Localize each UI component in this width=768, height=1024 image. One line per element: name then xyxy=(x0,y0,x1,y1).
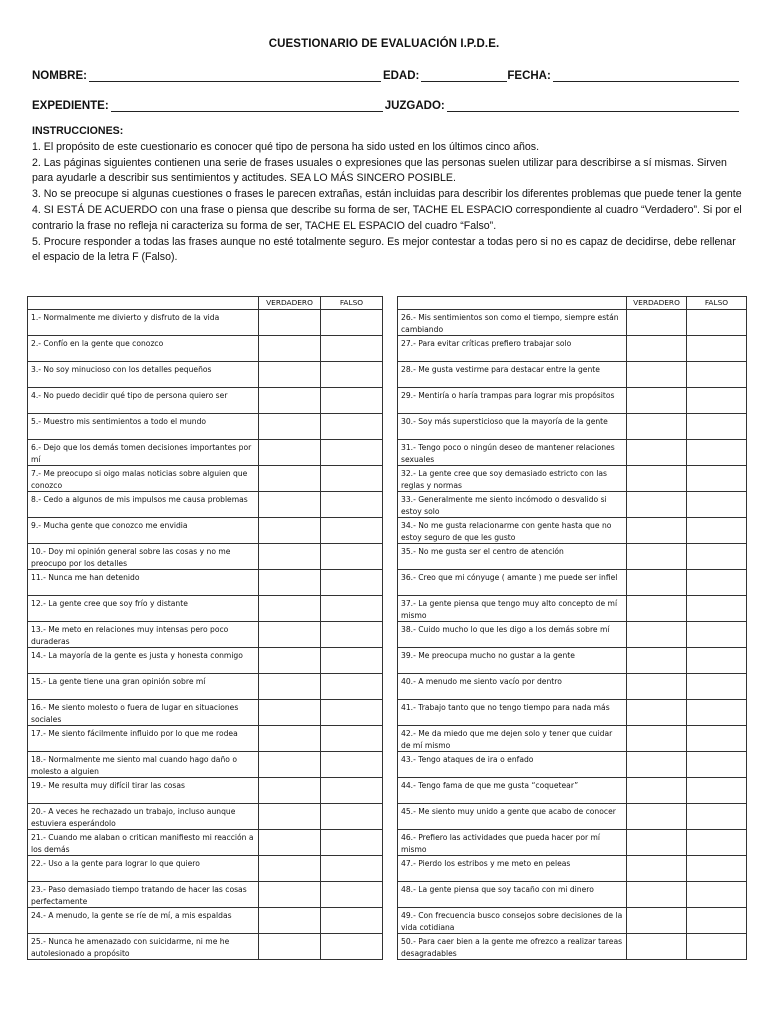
name-age-date-line xyxy=(32,64,744,82)
verdadero-answer-cell[interactable] xyxy=(259,336,321,362)
falso-answer-cell[interactable] xyxy=(321,336,383,362)
question-text: 29.- Mentiría o haría trampas para lograr mis propósitos xyxy=(398,388,627,414)
falso-answer-cell[interactable] xyxy=(687,830,747,856)
verdadero-answer-cell[interactable] xyxy=(627,544,687,570)
question-text: 46.- Prefiero las actividades que pueda hacer por mí mismo xyxy=(398,830,627,856)
question-text: 48.- La gente piensa que soy tacaño con mi dinero xyxy=(398,882,627,908)
falso-answer-cell[interactable] xyxy=(321,518,383,544)
question-row xyxy=(398,648,747,674)
verdadero-answer-cell[interactable] xyxy=(627,622,687,648)
question-row xyxy=(28,440,383,466)
question-text: 34.- No me gusta relacionarme con gente hasta que no estoy seguro de que les gusto xyxy=(398,518,627,544)
question-text: 45.- Me siento muy unido a gente que acabo de conocer xyxy=(398,804,627,830)
question-text: 2.- Confío en la gente que conozco xyxy=(28,336,259,362)
question-text: 36.- Creo que mi cónyuge ( amante ) me puede ser infiel xyxy=(398,570,627,596)
falso-answer-cell[interactable] xyxy=(321,466,383,492)
falso-answer-cell[interactable] xyxy=(687,362,747,388)
falso-answer-cell[interactable] xyxy=(321,570,383,596)
verdadero-answer-cell[interactable] xyxy=(627,596,687,622)
verdadero-answer-cell[interactable] xyxy=(259,518,321,544)
verdadero-answer-cell[interactable] xyxy=(627,518,687,544)
question-text: 30.- Soy más supersticioso que la mayoría de la gente xyxy=(398,414,627,440)
instruction-2: 2. Las páginas siguientes contienen una serie de frases usuales o expresiones que las personas suelen utilizar para describirse a sí mismas. Sirven para ayudarle a describir sus sentimientos y actitudes. SEA LO MÁS SINCERO POSIBLE. xyxy=(32,156,727,185)
falso-answer-cell[interactable] xyxy=(687,778,747,804)
verdadero-answer-cell[interactable] xyxy=(259,596,321,622)
falso-answer-cell[interactable] xyxy=(321,492,383,518)
question-text: 4.- No puedo decidir qué tipo de persona quiero ser xyxy=(28,388,259,414)
falso-answer-cell[interactable] xyxy=(321,310,383,336)
question-row xyxy=(28,622,383,648)
instructions xyxy=(32,124,746,266)
expediente-label: EXPEDIENTE: xyxy=(32,100,109,112)
verdadero-answer-cell[interactable] xyxy=(627,804,687,830)
question-row xyxy=(398,804,747,830)
question-row xyxy=(28,752,383,778)
question-row xyxy=(398,830,747,856)
verdadero-answer-cell[interactable] xyxy=(627,388,687,414)
question-text: 3.- No soy minucioso con los detalles pequeños xyxy=(28,362,259,388)
falso-answer-cell[interactable] xyxy=(321,674,383,700)
question-text: 9.- Mucha gente que conozco me envidia xyxy=(28,518,259,544)
verdadero-answer-cell[interactable] xyxy=(627,570,687,596)
question-text: 41.- Trabajo tanto que no tengo tiempo para nada más xyxy=(398,700,627,726)
falso-answer-cell[interactable] xyxy=(687,856,747,882)
question-row xyxy=(28,882,383,908)
question-row xyxy=(398,570,747,596)
question-text: 7.- Me preocupo si oigo malas noticias sobre alguien que conozco xyxy=(28,466,259,492)
falso-answer-cell[interactable] xyxy=(321,856,383,882)
question-row xyxy=(398,882,747,908)
question-text: 25.- Nunca he amenazado con suicidarme, ni me he autolesionado a propósito xyxy=(28,934,259,960)
question-text: 24.- A menudo, la gente se ríe de mí, a mis espaldas xyxy=(28,908,259,934)
verdadero-answer-cell[interactable] xyxy=(259,752,321,778)
question-row xyxy=(398,492,747,518)
falso-answer-cell[interactable] xyxy=(687,622,747,648)
falso-answer-cell[interactable] xyxy=(321,362,383,388)
question-text: 23.- Paso demasiado tiempo tratando de hacer las cosas perfectamente xyxy=(28,882,259,908)
verdadero-answer-cell[interactable] xyxy=(259,700,321,726)
question-row xyxy=(28,674,383,700)
instruction-5: 5. Procure responder a todas las frases aunque no esté totalmente seguro. Es mejor contestar a todas pero si no es capaz de decidirse, debe rellenar el espacio de la letra F (Falso). xyxy=(32,235,736,264)
falso-answer-cell[interactable] xyxy=(321,726,383,752)
verdadero-answer-cell[interactable] xyxy=(627,752,687,778)
question-row xyxy=(398,674,747,700)
verdadero-answer-cell[interactable] xyxy=(627,674,687,700)
verdadero-answer-cell[interactable] xyxy=(627,362,687,388)
verdadero-answer-cell[interactable] xyxy=(627,726,687,752)
question-text: 1.- Normalmente me divierto y disfruto de la vida xyxy=(28,310,259,336)
question-text: 8.- Cedo a algunos de mis impulsos me causa problemas xyxy=(28,492,259,518)
falso-answer-cell[interactable] xyxy=(321,882,383,908)
question-row xyxy=(28,596,383,622)
question-header-blank xyxy=(398,297,627,310)
question-text: 50.- Para caer bien a la gente me ofrezco a realizar tareas desagradables xyxy=(398,934,627,960)
question-row xyxy=(28,388,383,414)
question-text: 10.- Doy mi opinión general sobre las cosas y no me preocupo por los detalles xyxy=(28,544,259,570)
nombre-field[interactable] xyxy=(89,67,381,82)
verdadero-answer-cell[interactable] xyxy=(259,570,321,596)
expediente-juzgado-line xyxy=(32,94,744,112)
falso-answer-cell[interactable] xyxy=(687,674,747,700)
falso-answer-cell[interactable] xyxy=(687,726,747,752)
question-row xyxy=(398,362,747,388)
question-row xyxy=(28,336,383,362)
falso-answer-cell[interactable] xyxy=(687,440,747,466)
falso-answer-cell[interactable] xyxy=(321,700,383,726)
falso-answer-cell[interactable] xyxy=(687,648,747,674)
questions-table-right xyxy=(397,296,747,960)
question-row xyxy=(398,414,747,440)
falso-answer-cell[interactable] xyxy=(321,908,383,934)
verdadero-answer-cell[interactable] xyxy=(259,804,321,830)
page-title: CUESTIONARIO DE EVALUACIÓN I.P.D.E. xyxy=(268,38,500,50)
verdadero-answer-cell[interactable] xyxy=(259,674,321,700)
falso-answer-cell[interactable] xyxy=(687,414,747,440)
question-row xyxy=(28,310,383,336)
question-row xyxy=(28,700,383,726)
questions-table-left xyxy=(27,296,383,960)
question-text: 16.- Me siento molesto o fuera de lugar en situaciones sociales xyxy=(28,700,259,726)
question-row xyxy=(28,856,383,882)
question-row xyxy=(398,856,747,882)
verdadero-answer-cell[interactable] xyxy=(627,882,687,908)
question-text: 39.- Me preocupa mucho no gustar a la gente xyxy=(398,648,627,674)
verdadero-answer-cell[interactable] xyxy=(259,934,321,960)
falso-answer-cell[interactable] xyxy=(687,466,747,492)
nombre-label: NOMBRE: xyxy=(32,70,87,82)
falso-answer-cell[interactable] xyxy=(321,440,383,466)
question-text: 37.- La gente piensa que tengo muy alto concepto de mí mismo xyxy=(398,596,627,622)
question-text: 31.- Tengo poco o ningún deseo de mantener relaciones sexuales xyxy=(398,440,627,466)
verdadero-header: VERDADERO xyxy=(627,297,687,310)
verdadero-answer-cell[interactable] xyxy=(627,700,687,726)
verdadero-answer-cell[interactable] xyxy=(627,778,687,804)
edad-field[interactable] xyxy=(421,67,507,82)
instruction-3: 3. No se preocupe si algunas cuestiones o frases le parecen extrañas, están incluidas para describir los diferentes problemas que puede tener la gente xyxy=(32,188,742,201)
falso-answer-cell[interactable] xyxy=(687,388,747,414)
question-row xyxy=(398,388,747,414)
verdadero-answer-cell[interactable] xyxy=(259,622,321,648)
falso-answer-cell[interactable] xyxy=(321,414,383,440)
verdadero-answer-cell[interactable] xyxy=(627,336,687,362)
question-row xyxy=(398,934,747,960)
verdadero-answer-cell[interactable] xyxy=(627,856,687,882)
falso-answer-cell[interactable] xyxy=(687,596,747,622)
question-text: 20.- A veces he rechazado un trabajo, incluso aunque estuviera esperándolo xyxy=(28,804,259,830)
question-row xyxy=(28,518,383,544)
question-row xyxy=(398,466,747,492)
falso-answer-cell[interactable] xyxy=(687,570,747,596)
question-row xyxy=(28,570,383,596)
falso-answer-cell[interactable] xyxy=(321,752,383,778)
verdadero-answer-cell[interactable] xyxy=(259,856,321,882)
falso-header: FALSO xyxy=(321,297,383,310)
question-row xyxy=(28,466,383,492)
question-row xyxy=(28,414,383,440)
question-row xyxy=(398,310,747,336)
falso-answer-cell[interactable] xyxy=(687,752,747,778)
verdadero-answer-cell[interactable] xyxy=(259,726,321,752)
juzgado-field[interactable] xyxy=(447,97,739,112)
question-text: 22.- Uso a la gente para lograr lo que quiero xyxy=(28,856,259,882)
falso-answer-cell[interactable] xyxy=(687,700,747,726)
verdadero-answer-cell[interactable] xyxy=(627,310,687,336)
question-row xyxy=(398,726,747,752)
question-text: 44.- Tengo fama de que me gusta “coquetear” xyxy=(398,778,627,804)
verdadero-answer-cell[interactable] xyxy=(259,492,321,518)
expediente-field[interactable] xyxy=(111,97,383,112)
question-row xyxy=(398,622,747,648)
question-text: 15.- La gente tiene una gran opinión sobre mí xyxy=(28,674,259,700)
question-text: 26.- Mis sentimientos son como el tiempo, siempre están cambiando xyxy=(398,310,627,336)
fecha-field[interactable] xyxy=(553,67,739,82)
falso-answer-cell[interactable] xyxy=(687,518,747,544)
question-text: 32.- La gente cree que soy demasiado estricto con las reglas y normas xyxy=(398,466,627,492)
question-row xyxy=(398,752,747,778)
question-row xyxy=(28,648,383,674)
falso-answer-cell[interactable] xyxy=(687,336,747,362)
question-row xyxy=(28,726,383,752)
question-header-blank xyxy=(28,297,259,310)
question-text: 27.- Para evitar críticas prefiero trabajar solo xyxy=(398,336,627,362)
question-text: 11.- Nunca me han detenido xyxy=(28,570,259,596)
falso-answer-cell[interactable] xyxy=(321,830,383,856)
question-text: 6.- Dejo que los demás tomen decisiones importantes por mí xyxy=(28,440,259,466)
question-text: 17.- Me siento fácilmente influido por lo que me rodea xyxy=(28,726,259,752)
falso-answer-cell[interactable] xyxy=(687,492,747,518)
instruction-4: 4. SI ESTÁ DE ACUERDO con una frase o piensa que describe su forma de ser, TACHE EL ESPACIO correspondiente al cuadro “Verdadero”. Si por el contrario la frase no refleja ni caracteriza su forma de ser, TACHE EL ESPACIO del cuadro “Falso”. xyxy=(32,203,742,232)
question-text: 28.- Me gusta vestirme para destacar entre la gente xyxy=(398,362,627,388)
question-row xyxy=(398,778,747,804)
verdadero-answer-cell[interactable] xyxy=(627,414,687,440)
verdadero-answer-cell[interactable] xyxy=(627,934,687,960)
question-row xyxy=(398,518,747,544)
verdadero-answer-cell[interactable] xyxy=(627,440,687,466)
fecha-label: FECHA: xyxy=(507,70,551,82)
question-text: 43.- Tengo ataques de ira o enfado xyxy=(398,752,627,778)
verdadero-answer-cell[interactable] xyxy=(259,414,321,440)
falso-answer-cell[interactable] xyxy=(321,544,383,570)
question-text: 12.- La gente cree que soy frío y distante xyxy=(28,596,259,622)
verdadero-answer-cell[interactable] xyxy=(259,648,321,674)
question-text: 38.- Cuido mucho lo que les digo a los demás sobre mí xyxy=(398,622,627,648)
question-row xyxy=(28,778,383,804)
question-text: 40.- A menudo me siento vacío por dentro xyxy=(398,674,627,700)
verdadero-answer-cell[interactable] xyxy=(259,362,321,388)
falso-answer-cell[interactable] xyxy=(687,934,747,960)
verdadero-answer-cell[interactable] xyxy=(259,830,321,856)
falso-answer-cell[interactable] xyxy=(321,622,383,648)
question-row xyxy=(398,908,747,934)
verdadero-header: VERDADERO xyxy=(259,297,321,310)
falso-answer-cell[interactable] xyxy=(687,882,747,908)
falso-header: FALSO xyxy=(687,297,747,310)
question-text: 19.- Me resulta muy difícil tirar las cosas xyxy=(28,778,259,804)
falso-answer-cell[interactable] xyxy=(321,804,383,830)
question-text: 14.- La mayoría de la gente es justa y honesta conmigo xyxy=(28,648,259,674)
falso-answer-cell[interactable] xyxy=(321,778,383,804)
verdadero-answer-cell[interactable] xyxy=(259,466,321,492)
verdadero-answer-cell[interactable] xyxy=(259,440,321,466)
verdadero-answer-cell[interactable] xyxy=(259,544,321,570)
verdadero-answer-cell[interactable] xyxy=(627,908,687,934)
question-row xyxy=(28,492,383,518)
verdadero-answer-cell[interactable] xyxy=(259,908,321,934)
verdadero-answer-cell[interactable] xyxy=(627,492,687,518)
question-row xyxy=(28,362,383,388)
question-text: 42.- Me da miedo que me dejen solo y tener que cuidar de mí mismo xyxy=(398,726,627,752)
verdadero-answer-cell[interactable] xyxy=(259,882,321,908)
question-row xyxy=(398,544,747,570)
verdadero-answer-cell[interactable] xyxy=(259,310,321,336)
verdadero-answer-cell[interactable] xyxy=(627,830,687,856)
instructions-heading: INSTRUCCIONES: xyxy=(32,125,124,137)
question-text: 21.- Cuando me alaban o critican manifiesto mi reacción a los demás xyxy=(28,830,259,856)
verdadero-answer-cell[interactable] xyxy=(627,648,687,674)
edad-label: EDAD: xyxy=(382,70,420,82)
question-row xyxy=(398,440,747,466)
question-text: 13.- Me meto en relaciones muy intensas pero poco duraderas xyxy=(28,622,259,648)
verdadero-answer-cell[interactable] xyxy=(259,388,321,414)
instruction-1: 1. El propósito de este cuestionario es conocer qué tipo de persona ha sido usted en los últimos cinco años. xyxy=(32,140,540,153)
question-text: 47.- Pierdo los estribos y me meto en peleas xyxy=(398,856,627,882)
question-text: 49.- Con frecuencia busco consejos sobre decisiones de la vida cotidiana xyxy=(398,908,627,934)
question-text: 5.- Muestro mis sentimientos a todo el mundo xyxy=(28,414,259,440)
question-row xyxy=(398,596,747,622)
question-text: 35.- No me gusta ser el centro de atención xyxy=(398,544,627,570)
verdadero-answer-cell[interactable] xyxy=(259,778,321,804)
question-row xyxy=(28,934,383,960)
falso-answer-cell[interactable] xyxy=(687,804,747,830)
falso-answer-cell[interactable] xyxy=(321,388,383,414)
question-row xyxy=(398,700,747,726)
question-row xyxy=(28,544,383,570)
question-text: 18.- Normalmente me siento mal cuando hago daño o molesto a alguien xyxy=(28,752,259,778)
question-row xyxy=(28,804,383,830)
juzgado-label: JUZGADO: xyxy=(384,100,445,112)
falso-answer-cell[interactable] xyxy=(321,648,383,674)
question-row xyxy=(28,830,383,856)
question-text: 33.- Generalmente me siento incómodo o desvalido si estoy solo xyxy=(398,492,627,518)
falso-answer-cell[interactable] xyxy=(321,934,383,960)
falso-answer-cell[interactable] xyxy=(687,544,747,570)
falso-answer-cell[interactable] xyxy=(687,310,747,336)
falso-answer-cell[interactable] xyxy=(321,596,383,622)
question-row xyxy=(398,336,747,362)
falso-answer-cell[interactable] xyxy=(687,908,747,934)
question-row xyxy=(28,908,383,934)
verdadero-answer-cell[interactable] xyxy=(627,466,687,492)
